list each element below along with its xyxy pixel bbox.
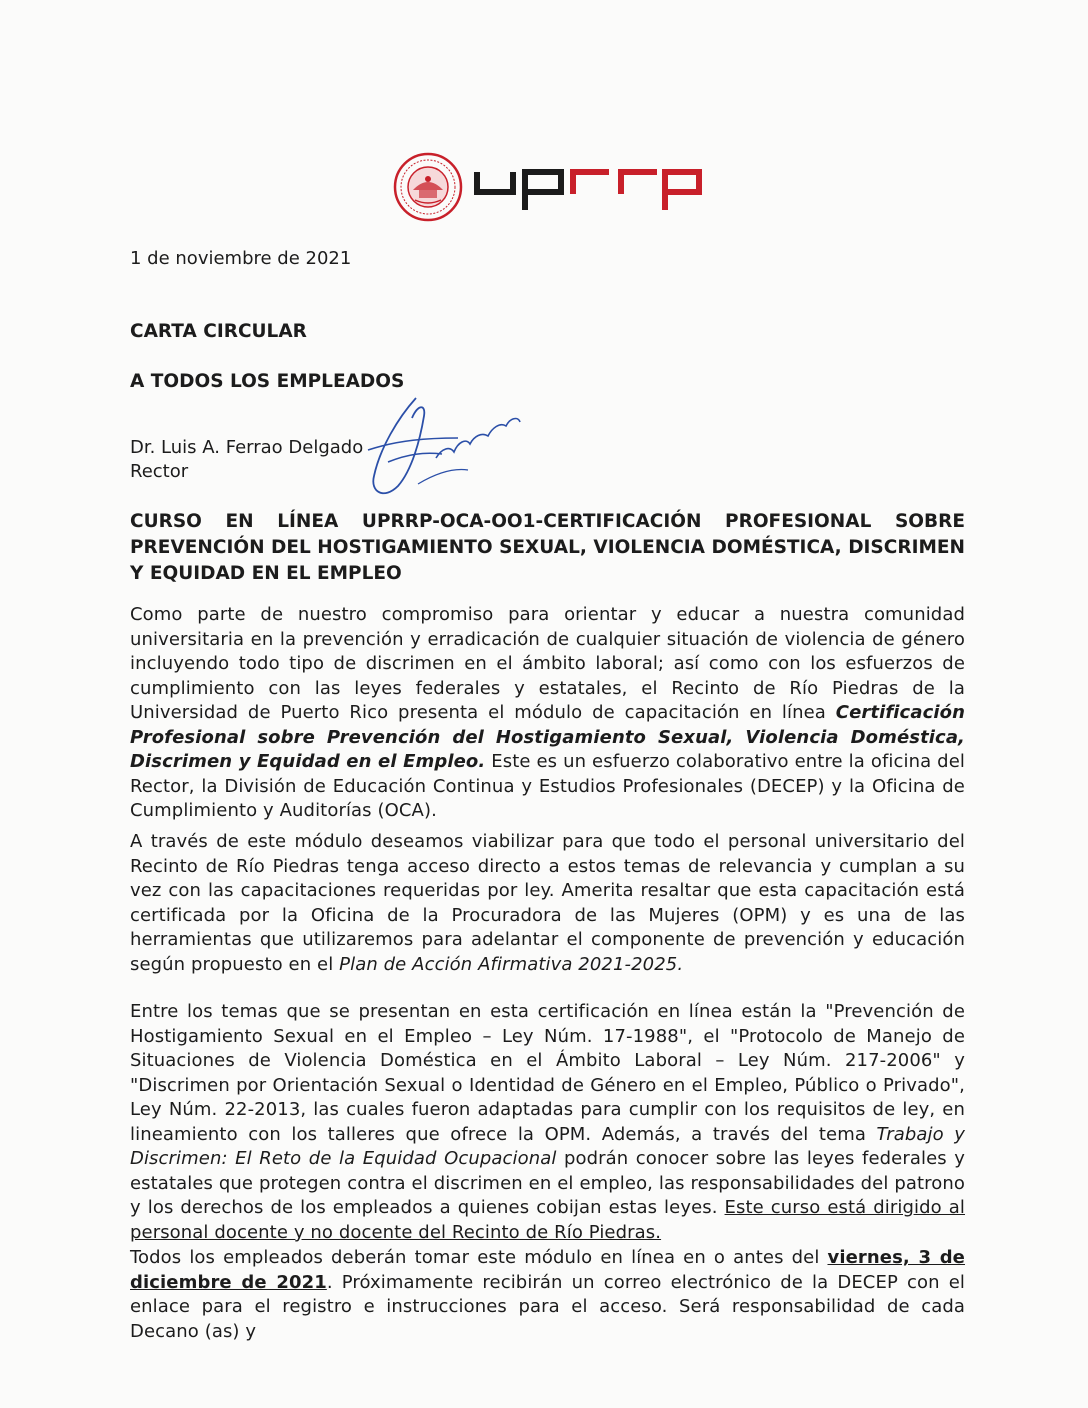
subject-line-1: CURSO EN LÍNEA UPRRP-OCA-OO1-CERTIFICACIÓN PROFESIONAL SOBRE xyxy=(130,511,965,532)
handwritten-signature xyxy=(358,388,526,506)
sender-name: Dr. Luis A. Ferrao Delgado xyxy=(130,437,364,458)
topic-title-italic: Trabajo y Discrimen: El Reto de la Equidad Ocupacional xyxy=(130,1123,965,1169)
subject-rest: PREVENCIÓN DEL HOSTIGAMIENTO SEXUAL, VIOLENCIA DOMÉSTICA, DISCRIMEN Y EQUIDAD EN EL EMPLEO xyxy=(130,537,965,584)
body-paragraph-4 xyxy=(130,1246,965,1344)
paragraph-text: Como parte de nuestro compromiso para orientar y educar a nuestra comunidad universitaria en la prevención y erradicación de cualquier situación de violencia de género incluyendo todo tipo de discrimen en el ámbito laboral; así como con los esfuerzos de cumplimiento con las leyes federales y estatales, el Recinto de Río Piedras de la Universidad de Puerto Rico presenta el módulo de capacitación en línea xyxy=(130,604,965,723)
paragraph-text: . Próximamente recibirán un correo electrónico de la DECEP con el enlace para el registro e instrucciones para el acceso. Será responsabilidad de cada Decano (as) y xyxy=(130,1271,965,1342)
paragraph-text: A través de este módulo deseamos viabilizar para que todo el personal universitario del Recinto de Río Piedras tenga acceso directo a estos temas de relevancia y cumplan a su vez con las capacitaciones requeridas por ley. Amerita resaltar que esta capacitación está certificada por la Oficina de la Procuradora de las Mujeres (OPM) y es una de las herramientas que utilizaremos para adelantar el componente de prevención y educación según propuesto en el xyxy=(130,831,965,975)
university-seal-icon xyxy=(393,152,463,222)
deadline-date: viernes, 3 de diciembre de 2021 xyxy=(130,1247,965,1293)
letter-subject xyxy=(130,509,965,587)
audience-note-underlined: Este curso está dirigido al personal docente y no docente del Recinto de Río Piedras. xyxy=(130,1197,965,1243)
course-title-emphasis: Certificación Profesional sobre Prevención del Hostigamiento Sexual, Violencia Doméstica, Discrimen y Equidad en el Empleo. xyxy=(130,702,965,772)
plan-title-italic: Plan de Acción Afirmativa 2021-2025. xyxy=(339,953,684,975)
paragraph-text: podrán conocer sobre las leyes federales y estatales que protegen contra el discrimen en el empleo, las responsabilidades del patrono y los derechos de los empleados a quienes cobijan estas leyes. xyxy=(130,1148,966,1218)
university-logo xyxy=(393,152,713,228)
body-paragraph-3 xyxy=(130,1000,965,1245)
body-paragraph-1 xyxy=(130,603,965,824)
body-paragraph-2 xyxy=(130,830,965,977)
paragraph-text: Este es un esfuerzo colaborativo entre la oficina del Rector, la División de Educación Continua y Estudios Profesionales (DECEP) y la Oficina de Cumplimiento y Auditorías (OCA). xyxy=(130,751,965,821)
letter-date: 1 de noviembre de 2021 xyxy=(130,248,352,269)
letter-type: CARTA CIRCULAR xyxy=(130,321,307,342)
uprrp-wordmark xyxy=(473,168,703,214)
paragraph-text: Entre los temas que se presentan en esta certificación en línea están la "Prevención de Hostigamiento Sexual en el Empleo – Ley Núm. 17-1988", el "Protocolo de Manejo de Situaciones de Violencia Doméstica en el Ámbito Laboral – Ley Núm. 217-2006" y "Discrimen por Orientación Sexual o Identidad de Género en el Empleo, Público o Privado", Ley Núm. 22-2013, las cuales fueron adaptadas para cumplir con los requisitos de ley, en lineamiento con los talleres que ofrece la OPM. Además, a través del tema xyxy=(130,1001,965,1145)
letter-recipients: A TODOS LOS EMPLEADOS xyxy=(130,371,405,392)
paragraph-text: Todos los empleados deberán tomar este módulo en línea en o antes del xyxy=(130,1247,828,1268)
sender-title: Rector xyxy=(130,461,189,482)
